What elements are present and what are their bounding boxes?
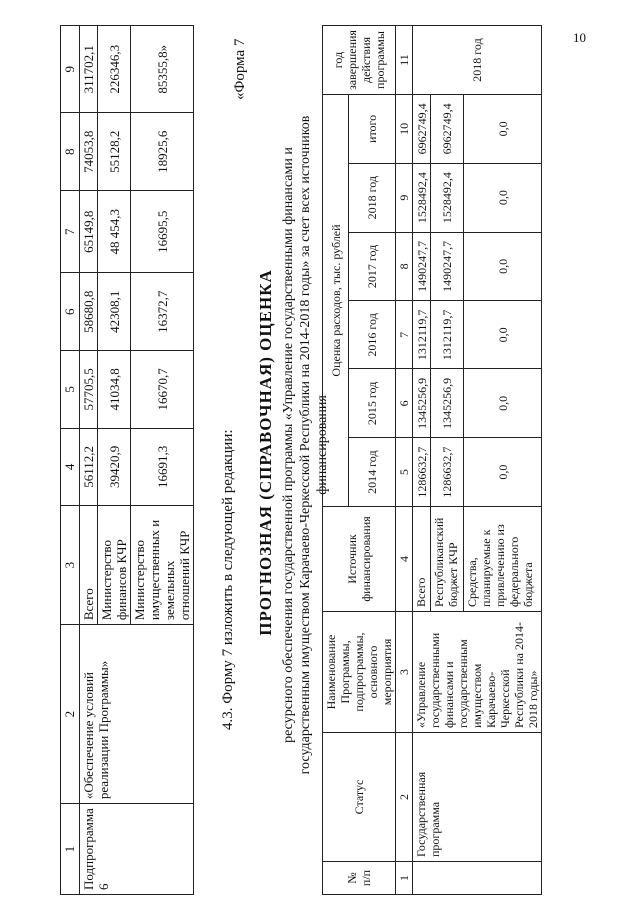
value-cell: 0,0 [464, 163, 542, 232]
header-end-year: год завершения действия программы [323, 26, 396, 95]
index-cell: 5 [61, 351, 80, 429]
table-row [413, 26, 431, 895]
value-cell: 1312119,7 [431, 301, 464, 369]
value-cell: 16695,5 [131, 191, 194, 273]
value-cell: 1528492,4 [413, 163, 431, 232]
value-cell: 74053,8 [80, 113, 98, 191]
value-cell: 57705,5 [80, 351, 98, 429]
value-cell: 1345256,9 [431, 369, 464, 438]
header-total: итого [349, 95, 396, 164]
index-cell: 4 [61, 428, 80, 506]
index-cell: 2 [396, 733, 413, 862]
value-cell: 1490247,7 [431, 232, 464, 301]
header-row [323, 26, 349, 895]
index-cell: 3 [61, 506, 80, 625]
header-num: № п/п [323, 862, 396, 895]
value-cell: 1312119,7 [413, 301, 431, 369]
status-cell: Государственная программа [413, 733, 542, 862]
value-cell: 6962749,4 [413, 95, 431, 164]
value-cell: 1490247,7 [413, 232, 431, 301]
value-cell: 85355,8» [131, 26, 194, 113]
value-cell: 1286632,7 [413, 438, 431, 507]
value-cell: 226346,3 [98, 26, 131, 113]
index-cell: 4 [396, 507, 413, 612]
value-cell: 0,0 [464, 369, 542, 438]
value-cell: 16670,7 [131, 351, 194, 429]
index-cell: 7 [61, 191, 80, 273]
subprogram-table [60, 25, 194, 895]
value-cell: 58680,8 [80, 273, 98, 351]
index-cell: 9 [396, 163, 413, 232]
page-number: 10 [573, 30, 586, 45]
value-cell: 0,0 [464, 232, 542, 301]
value-cell: 16372,7 [131, 273, 194, 351]
row-number [413, 862, 542, 895]
document-subtitle: ресурсного обеспечения государственной программы «Управление государственными финансами и государственным имуществом Карачаево-Черкесской Республики на 2014-2018 годы» за счет всех источников финансирования [281, 115, 330, 775]
value-cell: 39420,9 [98, 428, 131, 506]
index-cell: 5 [396, 438, 413, 507]
value-cell: 0,0 [464, 438, 542, 507]
value-cell: 48 454,3 [98, 191, 131, 273]
value-cell: 0,0 [464, 95, 542, 164]
header-source: Источник финансирования [323, 507, 396, 612]
index-cell: 1 [396, 862, 413, 895]
table-row [80, 26, 98, 895]
value-cell: 1528492,4 [431, 163, 464, 232]
source-cell: Министерство финансов КЧР [98, 506, 131, 625]
header-name: Наименование Программы, подпрограммы, основного мероприятия [323, 612, 396, 733]
value-cell: 311702,1 [80, 26, 98, 113]
resource-estimate-table [322, 25, 542, 895]
value-cell: 42308,1 [98, 273, 131, 351]
index-cell: 11 [396, 26, 413, 95]
value-cell: 0,0 [464, 301, 542, 369]
source-cell: Средства, планируемые к привлечению из федерального бюджета [464, 507, 542, 612]
header-year: 2015 год [349, 369, 396, 438]
index-cell: 1 [61, 804, 80, 895]
index-cell: 10 [396, 95, 413, 164]
index-cell: 9 [61, 26, 80, 113]
subprogram-name: «Обеспечение условий реализации Программы» [80, 625, 194, 804]
value-cell: 41034,8 [98, 351, 131, 429]
value-cell: 1345256,9 [413, 369, 431, 438]
value-cell: 1286632,7 [431, 438, 464, 507]
value-cell: 6962749,4 [431, 95, 464, 164]
value-cell: 56112,2 [80, 428, 98, 506]
value-cell: 65149,8 [80, 191, 98, 273]
index-cell: 6 [396, 369, 413, 438]
source-cell: Министерство имущественных и земельных отношений КЧР [131, 506, 194, 625]
header-year: 2014 год [349, 438, 396, 507]
source-cell: Всего [80, 506, 98, 625]
index-cell: 8 [61, 113, 80, 191]
edit-note: 4.3. Форму 7 изложить в следующей редакции: [220, 429, 236, 730]
value-cell: 18925,6 [131, 113, 194, 191]
header-year: 2016 год [349, 301, 396, 369]
source-cell: Всего [413, 507, 431, 612]
value-cell: 55128,2 [98, 113, 131, 191]
header-estimate: Оценка расходов, тыс. рублей [323, 95, 349, 507]
index-cell: 3 [396, 612, 413, 733]
table-index-row [61, 26, 80, 895]
document-title: ПРОГНОЗНАЯ (СПРАВОЧНАЯ) ОЦЕНКА [256, 269, 275, 636]
index-cell: 6 [61, 273, 80, 351]
table-index-row [396, 26, 413, 895]
index-cell: 7 [396, 301, 413, 369]
form-label: «Форма 7 [232, 38, 248, 100]
program-name: «Управление государственными финансами и государственным имуществом Карачаево-Черкесской Республики на 2014-2018 годы» [413, 612, 542, 733]
header-year: 2017 год [349, 232, 396, 301]
source-cell: Республиканский бюджет КЧР [431, 507, 464, 612]
value-cell: 16691,3 [131, 428, 194, 506]
index-cell: 2 [61, 625, 80, 804]
end-year-cell: 2018 год [413, 26, 542, 95]
header-year: 2018 год [349, 163, 396, 232]
header-status: Статус [323, 733, 396, 862]
row-label: Подпрограмма 6 [80, 804, 194, 895]
index-cell: 8 [396, 232, 413, 301]
